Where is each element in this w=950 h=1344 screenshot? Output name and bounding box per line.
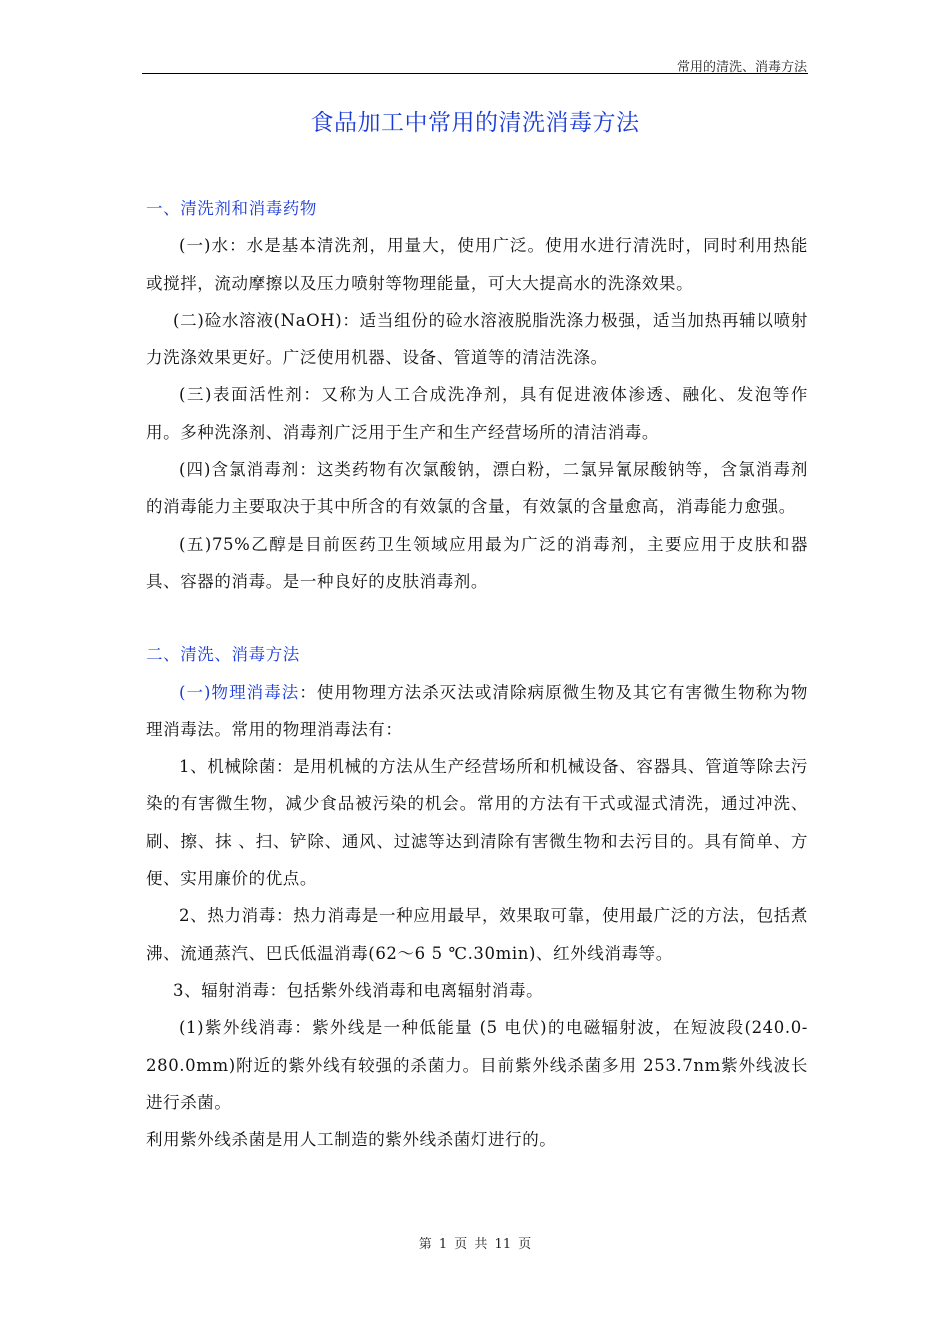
paragraph-water: (一)水：水是基本清洗剂，用量大，使用广泛。使用水进行清洗时，同时利用热能或搅拌，流动摩擦以及压力喷射等物理能量，可大大提高水的洗涤效果。 <box>146 236 808 293</box>
header-divider <box>142 73 808 74</box>
document-body <box>146 190 808 1158</box>
paragraph-mechanical: 1、机械除菌：是用机械的方法从生产经营场所和机械设备、容器具、管道等除去污染的有害微生物，减少食品被污染的机会。常用的方法有干式或湿式清洗，通过冲洗、刷、擦、抹 、扫、铲除、通风、过滤等达到清除有害微生物和去污目的。具有简单、方便、实用廉价的优点。 <box>146 757 808 889</box>
paragraph-radiation: 3、辐射消毒：包括紫外线消毒和电离辐射消毒。 <box>173 980 544 1000</box>
paragraph-ethanol: (五)75%乙醇是目前医药卫生领域应用最为广泛的消毒剂，主要应用于皮肤和器具、容器的消毒。是一种良好的皮肤消毒剂。 <box>146 534 808 591</box>
physical-method-text: ：使用物理方法杀灭法或清除病原微生物及其它有害微生物称为物理消毒法。常用的物理消毒法有： <box>146 682 808 739</box>
paragraph-chlorine: (四)含氯消毒剂：这类药物有次氯酸钠，漂白粉，二氯异氰尿酸钠等，含氯消毒剂的消毒能力主要取决于其中所含的有效氯的含量，有效氯的含量愈高，消毒能力愈强。 <box>146 460 808 517</box>
paragraph-uv-lamp: 利用紫外线杀菌是用人工制造的紫外线杀菌灯进行的。 <box>146 1130 557 1150</box>
paragraph-surfactant: (三)表面活性剂：又称为人工合成洗净剂，具有促进液体渗透、融化、发泡等作用。多种洗涤剂、消毒剂广泛用于生产和生产经营场所的清洁消毒。 <box>146 385 808 442</box>
physical-method-label: (一)物理消毒法 <box>179 682 300 702</box>
document-title: 食品加工中常用的清洗消毒方法 <box>310 110 640 136</box>
section-heading-2: 二、清洗、消毒方法 <box>146 645 300 665</box>
paragraph-alkali: (二)硷水溶液(NaOH)：适当组份的硷水溶液脱脂洗涤力极强，适当加热再辅以喷射力洗涤效果更好。广泛使用机器、设备、管道等的清洁洗涤。 <box>146 310 808 368</box>
section-gap <box>146 600 808 636</box>
paragraph-thermal: 2、热力消毒：热力消毒是一种应用最早，效果取可靠，使用最广泛的方法，包括煮沸、流通蒸汽、巴氏低温消毒(62～6 5 ℃.30min)、红外线消毒等。 <box>146 906 808 963</box>
page-number: 第 1 页 共 11 页 <box>418 1237 532 1252</box>
running-header: 常用的清洗、消毒方法 <box>676 60 807 75</box>
paragraph-physical <box>146 674 808 749</box>
section-heading-1: 一、清洗剂和消毒药物 <box>146 199 317 218</box>
paragraph-uv: (1)紫外线消毒：紫外线是一种低能量 (5 电伏)的电磁辐射波，在短波段(240.0-280.0mm)附近的紫外线有较强的杀菌力。目前紫外线杀菌多用 253.7nm紫外线波长进行杀菌。 <box>146 1018 808 1112</box>
